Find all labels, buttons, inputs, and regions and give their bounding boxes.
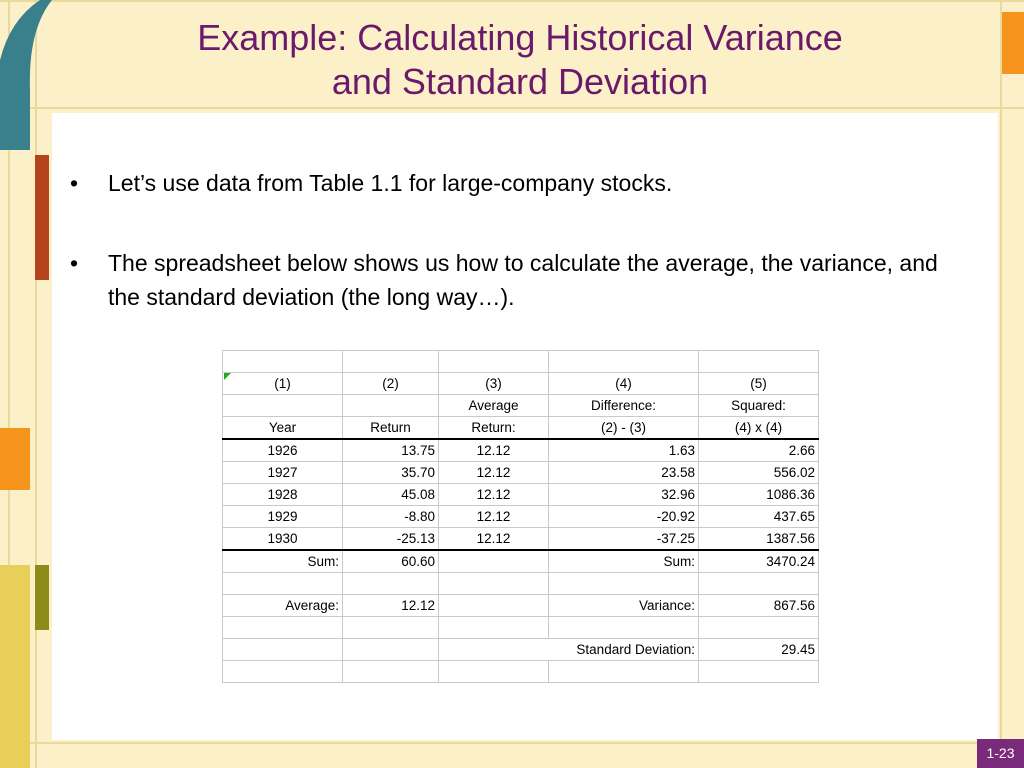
header-cell[interactable]: Squared: [699,395,819,417]
bullet-icon: • [70,170,79,196]
average-cell[interactable]: 12.12 [439,506,549,528]
average-value-cell[interactable]: 12.12 [343,595,439,617]
bullet-list [70,166,970,360]
average-cell[interactable]: 12.12 [439,439,549,462]
orange-block-right [1002,12,1024,74]
sum-squared-cell[interactable]: 3470.24 [699,550,819,573]
header-cell[interactable]: (2) [343,373,439,395]
title-line-2: and Standard Deviation [331,61,709,102]
bullet-item [70,246,970,314]
squared-cell[interactable]: 1086.36 [699,484,819,506]
average-cell[interactable]: 12.12 [439,484,549,506]
header-cell[interactable] [223,395,343,417]
table-row [223,439,819,462]
table-row [223,573,819,595]
header-cell[interactable]: (5) [699,373,819,395]
year-cell[interactable]: 1927 [223,462,343,484]
header-cell[interactable]: Return [343,417,439,440]
return-cell[interactable]: 35.70 [343,462,439,484]
table-row [223,550,819,573]
table-row [223,351,819,373]
frame-line-top2 [0,0,1024,2]
stddev-value-cell[interactable]: 29.45 [699,639,819,661]
year-cell[interactable]: 1928 [223,484,343,506]
header-cell[interactable]: (3) [439,373,549,395]
average-cell[interactable]: 12.12 [439,528,549,551]
table-row [223,639,819,661]
average-label-cell[interactable]: Average: [223,595,343,617]
header-cell[interactable]: Average [439,395,549,417]
bullet-text: Let’s use data from Table 1.1 for large-company stocks. [108,170,673,196]
table-row [223,373,819,395]
olive-bar [35,565,49,630]
table-row [223,484,819,506]
table-row [223,395,819,417]
squared-cell[interactable]: 2.66 [699,439,819,462]
header-cell[interactable]: (2) - (3) [549,417,699,440]
difference-cell[interactable]: 32.96 [549,484,699,506]
table-row [223,506,819,528]
table-row [223,528,819,551]
title-line-1: Example: Calculating Historical Variance [197,17,843,58]
year-cell[interactable]: 1929 [223,506,343,528]
table-row [223,617,819,639]
bullet-item [70,166,970,200]
difference-cell[interactable]: 23.58 [549,462,699,484]
header-cell[interactable] [343,395,439,417]
sum-label-cell[interactable]: Sum: [223,550,343,573]
header-cell[interactable]: (1) [223,373,343,395]
frame-line-bottom [0,742,1024,744]
cell-comment-indicator-icon [224,373,231,380]
variance-label-cell[interactable]: Variance: [549,595,699,617]
squared-cell[interactable]: 556.02 [699,462,819,484]
header-cell[interactable]: Year [223,417,343,440]
spreadsheet [222,350,819,683]
return-cell[interactable]: -25.13 [343,528,439,551]
variance-value-cell[interactable]: 867.56 [699,595,819,617]
table-row [223,417,819,440]
frame-line-right [1000,0,1002,768]
year-cell[interactable]: 1930 [223,528,343,551]
page-number-badge: 1-23 [977,739,1024,768]
return-cell[interactable]: -8.80 [343,506,439,528]
sum-return-cell[interactable]: 60.60 [343,550,439,573]
slide-title [120,16,920,104]
average-cell[interactable]: 12.12 [439,462,549,484]
bullet-icon: • [70,250,79,276]
squared-cell[interactable]: 437.65 [699,506,819,528]
stddev-label-cell[interactable]: Standard Deviation: [439,639,699,661]
squared-cell[interactable]: 1387.56 [699,528,819,551]
table-row [223,595,819,617]
frame-line-top [0,107,1024,109]
difference-cell[interactable]: -20.92 [549,506,699,528]
header-cell[interactable]: (4) x (4) [699,417,819,440]
sum-label2-cell[interactable]: Sum: [549,550,699,573]
table-row [223,661,819,683]
header-cell[interactable]: Return: [439,417,549,440]
year-cell[interactable]: 1926 [223,439,343,462]
rust-bar [35,155,49,280]
yellow-bar [0,565,30,768]
return-cell[interactable]: 13.75 [343,439,439,462]
header-cell[interactable]: (4) [549,373,699,395]
table-row [223,462,819,484]
teal-swoosh [0,0,52,150]
orange-block-left [0,428,30,490]
header-cell[interactable]: Difference: [549,395,699,417]
difference-cell[interactable]: 1.63 [549,439,699,462]
return-cell[interactable]: 45.08 [343,484,439,506]
difference-cell[interactable]: -37.25 [549,528,699,551]
bullet-text: The spreadsheet below shows us how to calculate the average, the variance, and the standard deviation (the long way…). [108,250,938,310]
